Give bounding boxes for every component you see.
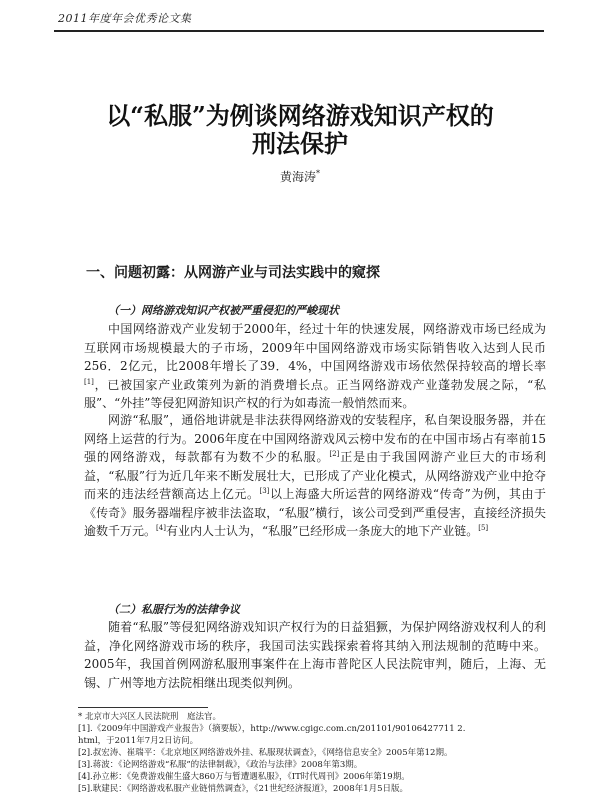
footnote-3: [3].蒋波：《论网络游戏“私服”的法律制裁》，《政治与法律》2008年第3期。 bbox=[78, 760, 363, 770]
citation-2: [2] bbox=[329, 450, 340, 458]
paragraph-1 bbox=[84, 320, 546, 413]
footnote-1-cont: html，于2011年7月2日访问。 bbox=[78, 736, 199, 746]
footnote-5: [5].耿建民：《网络游戏私服产业链悄然调查》，《21世纪经济报道》，2008年1月5日版。 bbox=[78, 784, 409, 794]
paragraph-2-c: 以上海盛大所运营的网络游戏“传奇”为例，其由于《传奇》服务器端程序被非法盗取，“私服”横行，该公司受到严重侵害，直接经济损失逾数千万元。 bbox=[84, 487, 546, 538]
paragraph-3: 随着“私服”等侵犯网络游戏知识产权行为的日益猖獗，为保护网络游戏权利人的利益，净化网络游戏市场的秩序，我国司法实践探索着将其纳入刑法规制的范畴中来。2005年，我国首例网游私服刑事案件在上海市普陀区人民法院审判，随后，上海、无锡、广州等地方法院相继出现类似判例。 bbox=[84, 620, 546, 690]
header-rule bbox=[54, 30, 544, 32]
author-name: 黄海涛 bbox=[279, 170, 316, 184]
section-heading: 一、问题初露：从网游产业与司法实践中的窥探 bbox=[86, 265, 380, 281]
paragraph-2-b: 正是由于我国网游产业巨大的市场利益，“私服”行为近几年来不断发展壮大，已形成了产业化模式，从网络游戏产业中抢夺而来的违法经营额高达上亿元。 bbox=[84, 450, 546, 501]
paragraph-2-a: 网游“私服”，通俗地讲就是非法获得网络游戏的安装程序，私自架设服务器，并在网络上运营的行为。2006年度在中国网络游戏风云榜中发布的在中国市场占有率前15强的网络游戏，每款都有为数不少的私服。 bbox=[84, 413, 546, 464]
paragraph-1-text: 中国网络游戏产业发轫于2000年，经过十年的快速发展，网络游戏市场已经成为互联网市场规模最大的子市场，2009年中国网络游戏市场实际销售收入达到人民币256．2亿元，比2008年增长了39．4%，中国网络游戏市场依然保持较高的增长率 bbox=[84, 322, 546, 373]
citation-4: [4] bbox=[156, 524, 166, 532]
author-footnote-mark: * bbox=[316, 169, 320, 178]
footnote-4: [4].孙立彬：《免费游戏催生盛大860万与暂遭遇私服》，《IT时代周刊》2006年第19期。 bbox=[78, 772, 410, 782]
subsection-heading-1: （一）网络游戏知识产权被严重侵犯的严峻现状 bbox=[108, 304, 339, 317]
citation-5: [5] bbox=[478, 524, 489, 532]
paragraph-1-tail: ，已被国家产业政策列为新的消费增长点。正当网络游戏产业蓬勃发展之际，“私服”、“外挂”等侵犯网游知识产权的行为如毒流一般悄然而来。 bbox=[84, 377, 546, 410]
footnote-2: [2].叔宏涛、崔瑞平：《北京地区网络游戏外挂、私服现状调查》，《网络信息安全》2005年第12期。 bbox=[78, 748, 453, 758]
footnote-1: [1].《2009年中国游戏产业报告》（摘要版），http://www.cgigc.com.cn/201101/90106427711 2. bbox=[78, 724, 466, 734]
title-line-1: 以“私服”为例谈网络游戏知识产权的 bbox=[106, 101, 494, 130]
subsection-heading-2: （二）私服行为的法律争议 bbox=[108, 603, 240, 616]
footnotes bbox=[78, 711, 548, 795]
footnote-author: * 北京市大兴区人民法院刑 庭法官。 bbox=[78, 712, 221, 722]
running-header: 2011年度年会优秀论文集 bbox=[58, 12, 192, 25]
citation-3: [3] bbox=[259, 487, 270, 495]
paragraph-2-d: 有业内人士认为，“私服”已经形成一条庞大的地下产业链。 bbox=[165, 524, 479, 538]
footnote-rule bbox=[78, 707, 208, 708]
title-line-2: 刑法保护 bbox=[252, 129, 348, 158]
author bbox=[0, 168, 600, 185]
paragraph-2 bbox=[84, 411, 546, 541]
citation-1: [1] bbox=[84, 377, 94, 386]
